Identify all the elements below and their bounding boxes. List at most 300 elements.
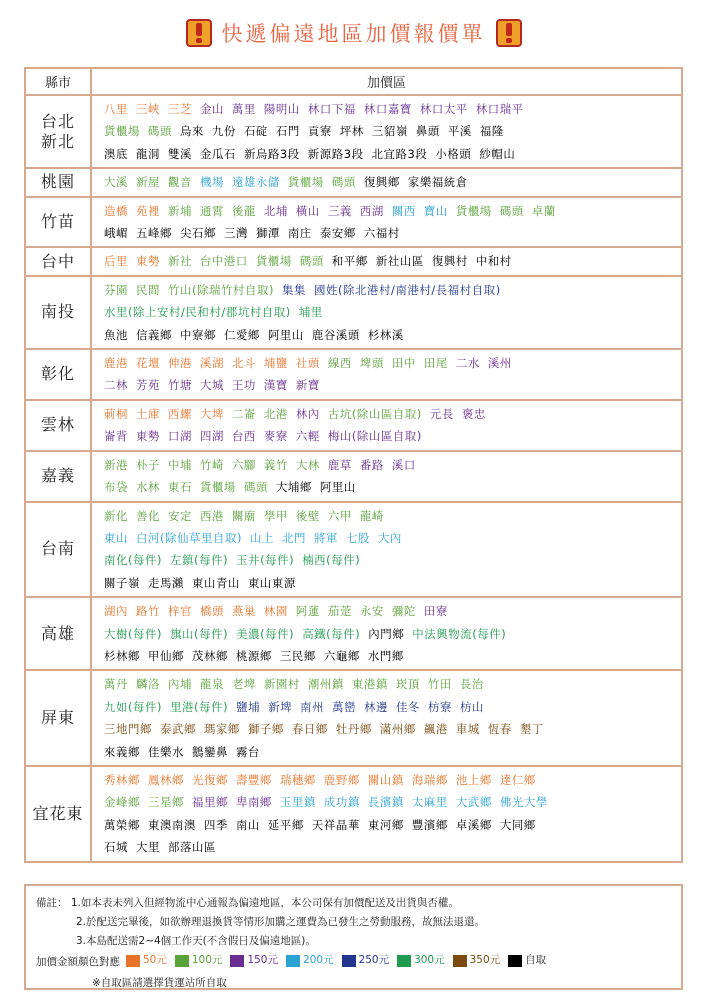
color-swatch [126, 955, 140, 967]
table-row [25, 276, 682, 349]
area-name: 大埤 [199, 406, 224, 421]
area-name: 觀音 [167, 175, 192, 190]
area-name: 碼頭 [147, 124, 172, 139]
area-name: 新寶 [295, 378, 320, 393]
area-name: 東山青山 [191, 575, 240, 590]
area-name: 玉井(每件) [236, 553, 295, 568]
area-name: 梓官 [167, 604, 192, 619]
color-swatch [453, 955, 467, 967]
area-name: 新社 [167, 254, 192, 269]
area-name: 北門 [281, 530, 306, 545]
area-name: 新源路3段 [307, 146, 364, 161]
pickup-note: ※自取區請選擇貨運站所自取 [92, 976, 227, 989]
area-name: 大同鄉 [499, 817, 536, 832]
area-name: 大林 [295, 457, 320, 472]
area-name: 魚池 [104, 327, 128, 342]
area-name: 二林 [104, 378, 128, 393]
area-name: 機場 [199, 175, 224, 190]
area-name: 大樹(每件) [104, 626, 163, 641]
area-name: 田寮 [423, 604, 448, 619]
area-name: 復興村 [431, 254, 468, 269]
area-name: 六福村 [363, 226, 400, 241]
area-name: 東澳南澳 [147, 817, 196, 832]
area-line [104, 696, 673, 718]
area-name: 竹山(除瑞竹村自取) [167, 282, 274, 297]
area-name: 崁頂 [395, 677, 420, 692]
area-name: 碼頭 [331, 175, 356, 190]
color-swatch [397, 955, 411, 967]
area-name: 佳樂水 [147, 744, 184, 759]
table-row [25, 247, 682, 275]
area-name: 佛光大學 [499, 795, 548, 810]
area-name: 大埔鄉 [275, 480, 312, 495]
area-line [104, 600, 673, 622]
region-cell: 南投 [25, 276, 91, 349]
area-name: 恆春 [487, 722, 512, 737]
region-cell: 高雄 [25, 597, 91, 670]
area-name: 碼頭 [499, 203, 524, 218]
area-name: 坪林 [339, 124, 364, 139]
areas-cell [91, 766, 682, 862]
header-areas: 加價區 [91, 68, 682, 95]
area-name: 平溪 [447, 124, 472, 139]
area-name: 大溪 [104, 175, 128, 190]
area-name: 六甲 [327, 508, 352, 523]
area-name: 將軍 [313, 530, 338, 545]
legend-item [126, 951, 167, 970]
table-row [25, 670, 682, 766]
area-name: 古坑(除山區自取) [327, 406, 422, 421]
area-name: 田尾 [423, 356, 448, 371]
area-name: 三民鄉 [279, 648, 316, 663]
area-name: 南州 [300, 699, 325, 714]
area-name: 芬園 [104, 282, 128, 297]
area-line [104, 374, 673, 396]
area-name: 甲仙鄉 [147, 648, 184, 663]
area-name: 枋寮 [428, 699, 453, 714]
area-name: 獅潭 [255, 226, 280, 241]
region-cell: 台中 [25, 247, 91, 275]
table-row [25, 349, 682, 400]
note-1: 備註： 1.如本表未列入但經物流中心通報為偏遠地區，本公司保有加價配送及出貨與否權。 [36, 897, 459, 909]
area-name: 大武鄉 [455, 795, 492, 810]
area-name: 金山 [199, 102, 224, 116]
area-name: 三灣 [223, 226, 248, 241]
area-line [104, 425, 673, 447]
area-name: 口湖 [167, 429, 192, 444]
area-name: 車城 [455, 722, 480, 737]
legend [36, 951, 671, 974]
area-name: 家樂福統倉 [407, 175, 468, 190]
table-row [25, 451, 682, 502]
exclamation-icon [496, 19, 522, 47]
areas-cell [91, 349, 682, 400]
area-name: 布袋 [104, 480, 128, 495]
region-cell: 雲林 [25, 400, 91, 451]
area-name: 西湖 [359, 203, 384, 218]
legend-item [342, 951, 390, 970]
area-name: 鵝鑾鼻 [191, 744, 228, 759]
region-cell: 宜花東 [25, 766, 91, 862]
area-name: 漢寶 [263, 378, 288, 393]
area-name: 貨櫃場 [255, 254, 292, 269]
area-name: 麥寮 [263, 429, 288, 444]
area-name: 海瑞鄉 [411, 772, 448, 787]
area-name: 部落山區 [167, 840, 216, 855]
color-swatch [508, 955, 522, 967]
area-line [104, 279, 673, 301]
region-cell: 彰化 [25, 349, 91, 400]
area-name: 石碇 [243, 124, 268, 139]
area-name: 卑南鄉 [235, 795, 272, 810]
legend-item [286, 951, 334, 970]
area-name: 林園 [263, 604, 288, 619]
area-name: 苑裡 [135, 203, 160, 218]
area-name: 玉里鎮 [279, 795, 316, 810]
area-name: 楠西(每件) [302, 553, 361, 568]
area-name: 林口瑞平 [475, 102, 524, 116]
area-name: 鳳林鄉 [147, 772, 184, 787]
area-name: 通霄 [199, 203, 224, 218]
area-name: 崙背 [104, 429, 128, 444]
area-name: 尖石鄉 [179, 226, 216, 241]
areas-cell [91, 502, 682, 598]
area-name: 墾丁 [519, 722, 544, 737]
legend-item [508, 951, 546, 970]
area-name: 光復鄉 [191, 772, 228, 787]
area-line [104, 352, 673, 374]
area-line [104, 301, 673, 323]
area-name: 寶山 [423, 203, 448, 218]
legend-text: 自取 [525, 954, 547, 966]
area-name: 台西 [231, 429, 256, 444]
area-name: 泰安鄉 [319, 226, 356, 241]
area-name: 內埔 [167, 677, 192, 692]
area-line [104, 505, 673, 527]
area-name: 麟洛 [135, 677, 160, 692]
areas-cell [91, 247, 682, 275]
region-cell: 屏東 [25, 670, 91, 766]
area-name: 集集 [281, 282, 306, 297]
area-name: 東河鄉 [367, 817, 404, 832]
area-name: 後龍 [231, 203, 256, 218]
area-name: 新埔 [167, 203, 192, 218]
area-name: 朴子 [135, 457, 160, 472]
area-name: 八里 [104, 102, 128, 116]
area-name: 民間 [135, 282, 160, 297]
area-name: 造橋 [104, 203, 128, 218]
area-name: 彌陀 [391, 604, 416, 619]
area-name: 七股 [345, 530, 370, 545]
area-name: 南山 [235, 817, 260, 832]
area-name: 橋頭 [199, 604, 224, 619]
area-name: 仁愛鄉 [223, 327, 260, 342]
area-line [104, 769, 673, 791]
area-name: 三地門鄉 [104, 722, 152, 737]
area-name: 白河(除仙草里自取) [135, 530, 242, 545]
area-name: 埔鹽 [263, 356, 288, 371]
region-cell: 竹苗 [25, 197, 91, 248]
area-name: 壽豐鄉 [235, 772, 272, 787]
area-name: 阿里山 [267, 327, 304, 342]
areas-cell [91, 400, 682, 451]
area-name: 王功 [231, 378, 256, 393]
area-name: 大城 [199, 378, 224, 393]
area-name: 六腳 [231, 457, 256, 472]
area-name: 五峰鄉 [135, 226, 172, 241]
legend-item [397, 951, 445, 970]
area-name: 北斗 [231, 356, 256, 371]
area-name: 路竹 [135, 604, 160, 619]
area-line [104, 741, 673, 763]
legend-text: 150元 [247, 954, 278, 966]
area-name: 六輕 [295, 429, 320, 444]
table-row [25, 400, 682, 451]
area-name: 貨櫃場 [455, 203, 492, 218]
area-name: 龍泉 [199, 677, 224, 692]
area-name: 瑪家鄉 [203, 722, 240, 737]
area-name: 關子嶺 [104, 575, 140, 590]
area-line [104, 623, 673, 645]
area-name: 林口嘉寶 [363, 102, 412, 116]
area-name: 貢寮 [307, 124, 332, 139]
area-name: 龍洞 [135, 146, 160, 161]
region-cell: 嘉義 [25, 451, 91, 502]
area-name: 阿里山 [319, 480, 356, 495]
area-line [104, 572, 673, 594]
areas-cell [91, 95, 682, 168]
note-2: 2.於配送完畢後，如欲辦理退換貨等情形加購之運費為已發生之勞動服務，故無法退還。 [76, 916, 486, 928]
area-name: 信義鄉 [135, 327, 172, 342]
area-name: 東山 [104, 530, 128, 545]
area-name: 阿蓮 [295, 604, 320, 619]
area-name: 長濱鎮 [367, 795, 404, 810]
note-3: 3.本島配送需2~4個工作天(不含假日及偏遠地區)。 [76, 935, 316, 947]
area-name: 峨嵋 [104, 226, 128, 241]
area-name: 太麻里 [411, 795, 448, 810]
legend-text: 350元 [469, 954, 501, 966]
area-name: 老埤 [231, 677, 256, 692]
area-name: 碼頭 [299, 254, 324, 269]
area-name: 芳苑 [135, 378, 160, 393]
color-swatch [342, 955, 356, 967]
exclamation-icon [186, 19, 212, 47]
area-name: 燕巢 [231, 604, 256, 619]
area-name: 小格頭 [435, 146, 472, 161]
area-name: 萬榮鄉 [104, 817, 140, 832]
area-line [104, 222, 673, 244]
area-name: 鼻頭 [415, 124, 440, 139]
area-name: 萬巒 [332, 699, 357, 714]
area-name: 龍崎 [359, 508, 384, 523]
area-name: 北港 [263, 406, 288, 421]
area-name: 三芝 [167, 102, 192, 116]
area-name: 中埔 [167, 457, 192, 472]
area-name: 莿桐 [104, 406, 128, 421]
area-name: 新埤 [268, 699, 293, 714]
area-name: 秀林鄉 [104, 772, 140, 787]
area-name: 二水 [455, 356, 480, 371]
area-name: 烏來 [179, 124, 204, 139]
area-name: 善化 [135, 508, 160, 523]
area-name: 飆港 [423, 722, 448, 737]
notes-label: 備註： [36, 897, 68, 909]
area-name: 大內 [377, 530, 402, 545]
area-name: 走馬瀨 [147, 575, 184, 590]
area-name: 梅山(除山區自取) [327, 429, 422, 444]
area-name: 春日鄉 [291, 722, 328, 737]
legend-text: 50元 [143, 954, 167, 966]
areas-cell [91, 670, 682, 766]
area-line [104, 454, 673, 476]
area-name: 元長 [429, 406, 454, 421]
area-name: 新化 [104, 508, 128, 523]
table-row [25, 502, 682, 598]
area-name: 湖內 [104, 604, 128, 619]
area-line [104, 143, 673, 165]
area-name: 杉林鄉 [104, 648, 140, 663]
area-line [104, 791, 673, 813]
area-name: 杉林溪 [367, 327, 404, 342]
area-name: 左鎮(每件) [170, 553, 229, 568]
area-name: 石城 [104, 840, 128, 855]
area-name: 內門鄉 [368, 626, 405, 641]
area-name: 溪湖 [199, 356, 224, 371]
area-name: 遠雄永儲 [231, 175, 280, 190]
area-name: 林邊 [364, 699, 389, 714]
area-name: 復興鄉 [363, 175, 400, 190]
area-name: 九份 [211, 124, 236, 139]
area-name: 獅子鄉 [247, 722, 284, 737]
area-line [104, 527, 673, 549]
area-name: 福里鄉 [191, 795, 228, 810]
area-name: 北宜路3段 [371, 146, 428, 161]
area-name: 褒忠 [461, 406, 486, 421]
area-name: 鹽埔 [236, 699, 261, 714]
area-name: 新園村 [263, 677, 300, 692]
table-row [25, 168, 682, 196]
area-name: 番路 [359, 457, 384, 472]
notes-box [24, 884, 683, 990]
area-name: 旗山(每件) [170, 626, 229, 641]
area-name: 霧台 [235, 744, 260, 759]
area-name: 中寮鄉 [179, 327, 216, 342]
area-line [104, 549, 673, 571]
area-name: 枋山 [460, 699, 484, 714]
area-name: 關山鎮 [367, 772, 404, 787]
area-line [104, 200, 673, 222]
area-name: 牡丹鄉 [335, 722, 372, 737]
region-cell: 桃園 [25, 168, 91, 196]
area-name: 貨櫃場 [104, 124, 140, 139]
area-line [104, 814, 673, 836]
area-name: 林口太平 [419, 102, 468, 116]
area-name: 達仁鄉 [499, 772, 536, 787]
area-name: 水林 [135, 480, 160, 495]
area-name: 延平鄉 [267, 817, 304, 832]
area-name: 金瓜石 [199, 146, 236, 161]
area-name: 茄萣 [327, 604, 352, 619]
area-name: 三貂嶺 [371, 124, 408, 139]
area-line [104, 250, 673, 272]
legend-item [230, 951, 278, 970]
area-name: 埔里 [298, 305, 323, 320]
legend-text: 100元 [191, 954, 223, 966]
area-name: 豐濱鄉 [411, 817, 448, 832]
area-name: 新社山區 [375, 254, 424, 269]
area-name: 池上鄉 [455, 772, 492, 787]
area-name: 西港 [199, 508, 224, 523]
area-name: 永安 [359, 604, 384, 619]
areas-cell [91, 451, 682, 502]
areas-cell [91, 168, 682, 196]
area-line [104, 98, 673, 120]
price-table [24, 67, 683, 863]
area-name: 后里 [104, 254, 128, 269]
area-name: 林內 [295, 406, 320, 421]
table-row [25, 95, 682, 168]
area-name: 石門 [275, 124, 300, 139]
legend-label: 加價金額顏色對應 [36, 955, 120, 968]
area-name: 北埔 [263, 203, 288, 218]
area-name: 碼頭 [243, 480, 268, 495]
area-name: 鹿草 [327, 457, 352, 472]
area-name: 和平鄉 [331, 254, 368, 269]
area-name: 福隆 [479, 124, 504, 139]
legend-text: 300元 [414, 954, 445, 966]
area-name: 東港鎮 [351, 677, 388, 692]
area-name: 西螺 [167, 406, 192, 421]
area-name: 學甲 [263, 508, 288, 523]
area-name: 大里 [135, 840, 160, 855]
table-header-row [25, 68, 682, 95]
area-name: 關西 [391, 203, 416, 218]
area-name: 桃源鄉 [235, 648, 272, 663]
area-line [104, 171, 673, 193]
area-name: 新港 [104, 457, 128, 472]
area-name: 潮州鎮 [307, 677, 344, 692]
area-name: 佳冬 [396, 699, 421, 714]
area-name: 鹿谷溪頭 [311, 327, 360, 342]
area-line [104, 718, 673, 740]
area-name: 橫山 [295, 203, 320, 218]
area-name: 中和村 [475, 254, 512, 269]
area-name: 南化(每件) [104, 553, 163, 568]
area-name: 三星鄉 [147, 795, 184, 810]
area-name: 田中 [391, 356, 416, 371]
area-line [104, 324, 673, 346]
area-name: 土庫 [135, 406, 160, 421]
area-name: 關廟 [231, 508, 256, 523]
area-name: 貨櫃場 [287, 175, 324, 190]
area-name: 台中港口 [199, 254, 248, 269]
legend-item [175, 951, 223, 970]
area-name: 花壇 [135, 356, 160, 371]
areas-cell [91, 197, 682, 248]
area-name: 成功鎮 [323, 795, 360, 810]
area-name: 埤頭 [359, 356, 384, 371]
area-line [104, 476, 673, 498]
area-name: 安定 [167, 508, 192, 523]
area-name: 水里(除上安村/民和村/郡坑村自取) [104, 305, 291, 320]
area-name: 茂林鄉 [191, 648, 228, 663]
area-name: 三峽 [135, 102, 160, 116]
title-bar [0, 18, 707, 48]
area-line [104, 673, 673, 695]
table-row [25, 597, 682, 670]
area-name: 四季 [203, 817, 228, 832]
area-name: 貨櫃場 [199, 480, 236, 495]
